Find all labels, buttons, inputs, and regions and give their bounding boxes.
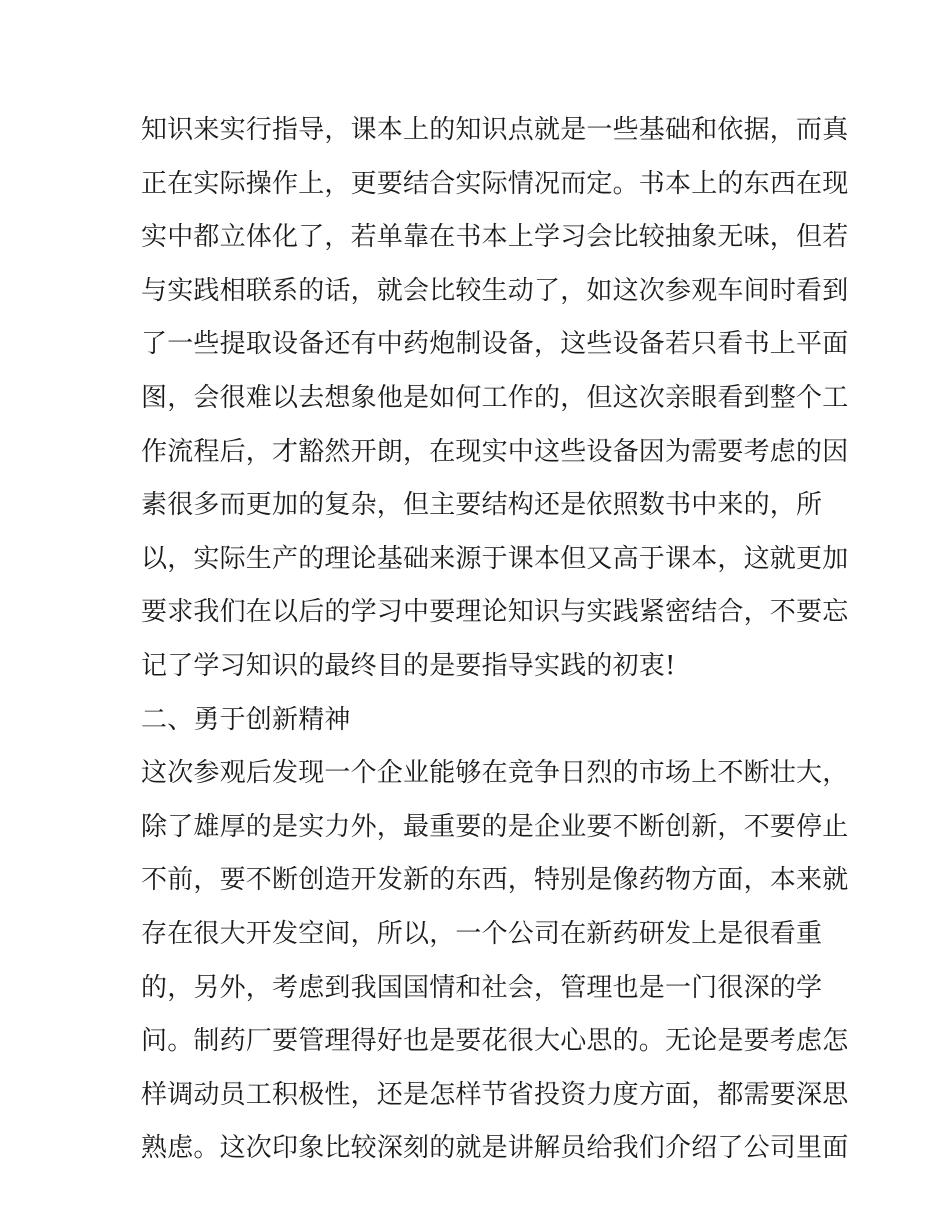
text-line: 熟虑。这次印象比较深刻的就是讲解员给我们介绍了公司里面 <box>141 1133 849 1164</box>
text-line: 记了学习知识的最终目的是要指导实践的初衷! <box>141 650 676 681</box>
text-line: 知识来实行指导，课本上的知识点就是一些基础和依据，而真 <box>141 115 849 145</box>
text-line: 这次参观后发现一个企业能够在竞争日烈的市场上不断壮大， <box>141 758 849 789</box>
text-line: 正在实际操作上，更要结合实际情况而定。书本上的东西在现 <box>141 168 849 199</box>
text-line: 要求我们在以后的学习中要理论知识与实践紧密结合，不要忘 <box>141 597 849 628</box>
section-heading: 二、勇于创新精神 <box>141 704 351 735</box>
text-line: 存在很大开发空间，所以，一个公司在新药研发上是很看重 <box>141 918 823 949</box>
text-line: 作流程后，才豁然开朗，在现实中这些设备因为需要考虑的因 <box>141 436 849 467</box>
text-line: 与实践相联系的话，就会比较生动了，如这次参观车间时看到 <box>141 275 849 306</box>
text-line: 以，实际生产的理论基础来源于课本但又高于课本，这就更加 <box>141 543 849 574</box>
text-line: 实中都立体化了，若单靠在书本上学习会比较抽象无味，但若 <box>141 222 849 253</box>
body-text <box>141 104 849 1176</box>
text-line: 的，另外，考虑到我国国情和社会，管理也是一门很深的学 <box>141 972 823 1003</box>
text-line: 除了雄厚的是实力外，最重要的是企业要不断创新，不要停止 <box>141 811 849 842</box>
text-line: 图，会很难以去想象他是如何工作的，但这次亲眼看到整个工 <box>141 382 849 413</box>
text-line: 了一些提取设备还有中药炮制设备，这些设备若只看书上平面 <box>141 329 849 360</box>
text-line: 不前，要不断创造开发新的东西，特别是像药物方面，本来就 <box>141 865 849 896</box>
text-line: 问。制药厂要管理得好也是要花很大心思的。无论是要考虑怎 <box>141 1026 849 1057</box>
text-line: 素很多而更加的复杂，但主要结构还是依照数书中来的，所 <box>141 490 823 521</box>
text-line: 样调动员工积极性，还是怎样节省投资力度方面，都需要深思 <box>141 1079 849 1110</box>
